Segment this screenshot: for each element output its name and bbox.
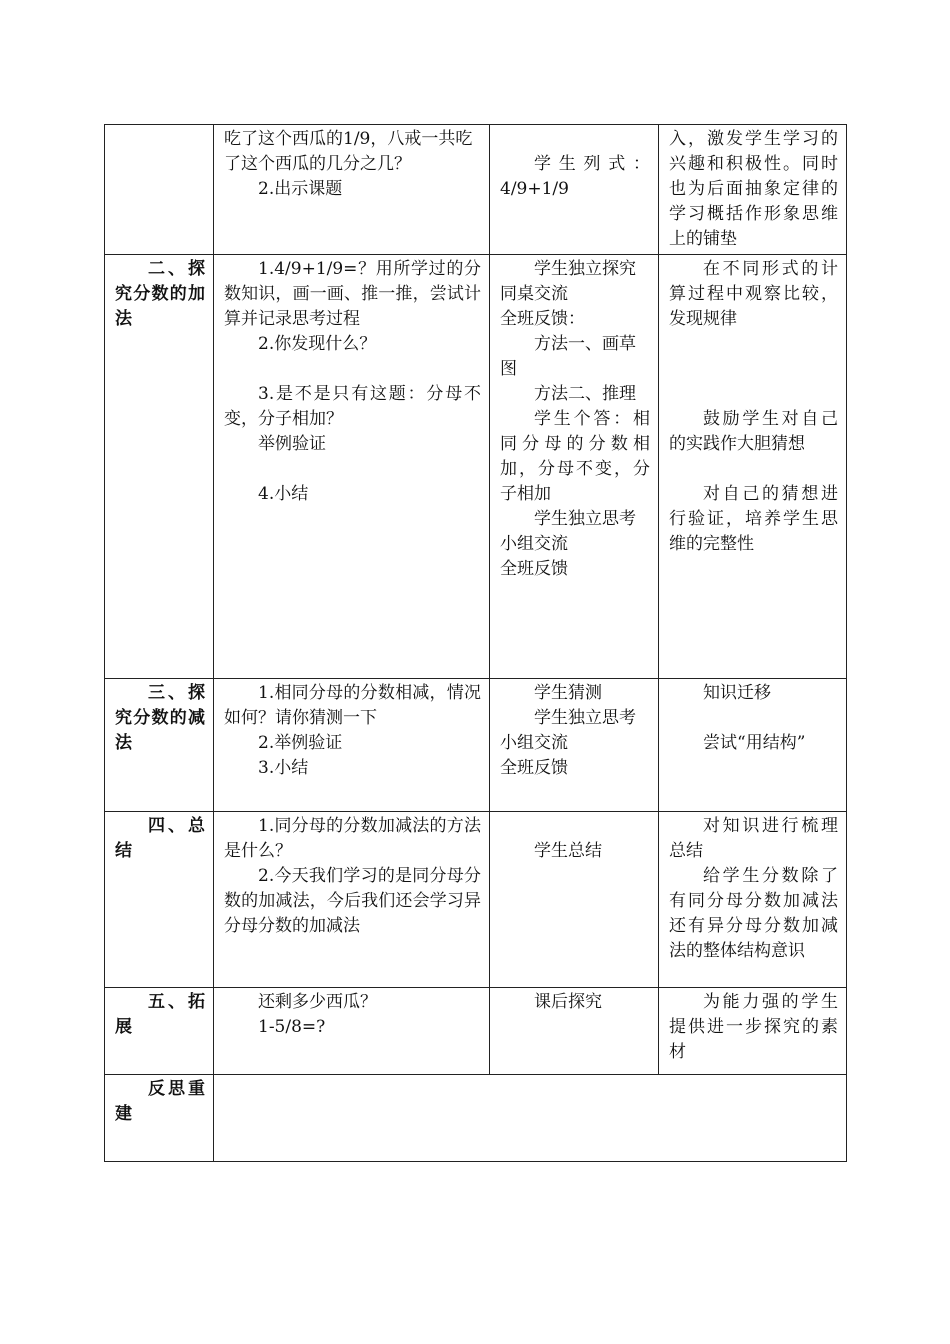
activity-line: 方法二、推理 (534, 384, 636, 404)
intent-line: 在不同形式的计算过程中观察比较，发现规律 (669, 259, 838, 329)
section-title: 三、探究分数的减法 (115, 683, 205, 753)
activity-cell (490, 988, 659, 1075)
content-line: 举例验证 (258, 434, 326, 454)
content-cell (214, 679, 490, 812)
content-line: 4.小结 (258, 484, 309, 504)
activity-line: 学 生 列 式 ： (534, 154, 650, 174)
activity-line: 小组交流 (500, 733, 568, 753)
content-line: 2.今天我们学习的是同分母分数的加减法，今后我们还会学习异分母分数的加减法 (224, 866, 481, 936)
content-line: 3.小结 (258, 758, 309, 778)
intent-cell (659, 812, 847, 988)
activity-cell (490, 812, 659, 988)
section-cell (105, 125, 214, 255)
activity-cell (490, 679, 659, 812)
content-line: 3.是不是只有这题：分母不变，分子相加？ (224, 384, 481, 429)
content-cell (214, 255, 490, 679)
activity-cell (490, 255, 659, 679)
section-title: 五、拓展 (115, 992, 205, 1037)
section-cell (105, 1075, 214, 1162)
intent-line: 对自己的猜想进行验证，培养学生思维的完整性 (669, 484, 838, 554)
intent-line: 鼓励学生对自己的实践作大胆猜想 (669, 409, 838, 454)
activity-line: 学生独立思考 (534, 509, 636, 529)
activity-line: 全班反馈 (500, 758, 568, 778)
section-title: 四、总结 (115, 816, 205, 861)
intent-cell (659, 988, 847, 1075)
activity-line: 4/9+1/9 (500, 179, 569, 199)
intent-line: 入，激发学生学习的兴趣和积极性。同时也为后面抽象定律的学习概括作形象思维上的铺垫 (669, 129, 838, 249)
activity-line: 全班反馈： (500, 309, 585, 329)
section-title: 二、探究分数的加法 (115, 259, 205, 329)
content-line: 2.举例验证 (258, 733, 343, 753)
reflection-cell (214, 1075, 847, 1162)
intent-line: 对知识进行梳理总结 (669, 816, 838, 861)
section-cell (105, 812, 214, 988)
intent-line: 给学生分数除了有同分母分数加减法还有异分母分数加减法的整体结构意识 (669, 866, 838, 961)
activity-line: 学生独立探究 (534, 259, 636, 279)
activity-line: 方法一、画草图 (500, 334, 636, 379)
table-row (105, 812, 847, 988)
activity-line: 学生独立思考 (534, 708, 636, 728)
section-cell (105, 255, 214, 679)
content-cell (214, 988, 490, 1075)
activity-line: 全班反馈 (500, 559, 568, 579)
activity-line: 课后探究 (534, 992, 602, 1012)
activity-line: 同桌交流 (500, 284, 568, 304)
content-line: 2.出示课题 (258, 179, 343, 199)
table-row (105, 988, 847, 1075)
content-line: 吃了这个西瓜的1/9，八戒一共吃了这个西瓜的几分之几？ (224, 129, 473, 174)
intent-line: 尝试“用结构” (703, 733, 806, 753)
intent-cell (659, 679, 847, 812)
activity-cell (490, 125, 659, 255)
content-cell (214, 125, 490, 255)
intent-line: 知识迁移 (703, 683, 771, 703)
intent-cell (659, 255, 847, 679)
content-line: 还剩多少西瓜？ (258, 992, 377, 1012)
activity-line: 学生猜测 (534, 683, 602, 703)
content-line: 2.你发现什么？ (258, 334, 377, 354)
table-row (105, 1075, 847, 1162)
content-line: 1-5/8=? (258, 1017, 326, 1037)
content-line: 1.同分母的分数加减法的方法是什么？ (224, 816, 481, 861)
content-line: 1.相同分母的分数相减，情况如何？请你猜测一下 (224, 683, 481, 728)
activity-line: 学生个答：相同分母的分数相加，分母不变，分子相加 (500, 409, 650, 504)
content-line: 1.4/9+1/9=？用所学过的分数知识，画一画、推一推，尝试计算并记录思考过程 (224, 259, 481, 329)
activity-line: 小组交流 (500, 534, 568, 554)
table-row (105, 255, 847, 679)
table-row (105, 679, 847, 812)
intent-cell (659, 125, 847, 255)
section-cell (105, 679, 214, 812)
content-cell (214, 812, 490, 988)
section-cell (105, 988, 214, 1075)
section-title: 反思重建 (115, 1079, 205, 1124)
activity-line: 学生总结 (534, 841, 602, 861)
table-row (105, 125, 847, 255)
intent-line: 为能力强的学生提供进一步探究的素材 (669, 992, 838, 1062)
lesson-plan-table (104, 124, 847, 1162)
